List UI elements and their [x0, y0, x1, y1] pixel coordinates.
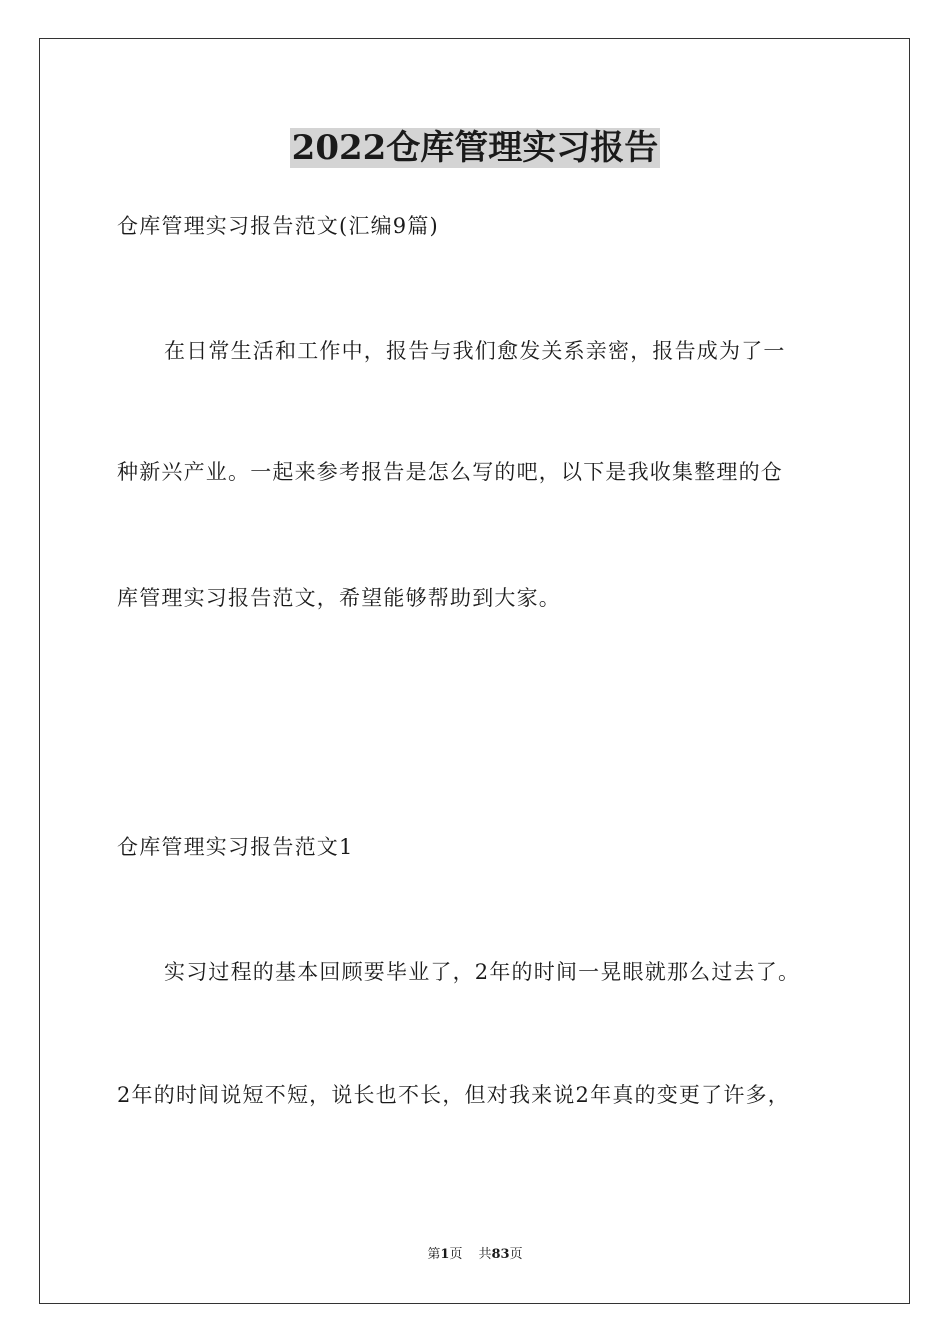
page-current: 1 [440, 1247, 450, 1262]
page-total: 83 [491, 1247, 510, 1262]
document-title [0, 126, 950, 170]
total-suffix: 页 [509, 1247, 523, 1262]
intro-line-1: 在日常生活和工作中，报告与我们愈发关系亲密，报告成为了一 [164, 339, 786, 363]
total-prefix: 共 [478, 1247, 492, 1262]
section-line-2: 2年的时间说短不短，说长也不长，但对我来说2年真的变更了许多， [117, 1083, 790, 1107]
page-suffix: 页 [449, 1247, 463, 1262]
intro-line-2: 种新兴产业。一起来参考报告是怎么写的吧，以下是我收集整理的仓 [117, 460, 783, 484]
document-subtitle: 仓库管理实习报告范文(汇编9篇) [117, 214, 439, 238]
document-title-text: 2022仓库管理实习报告 [291, 128, 659, 168]
page-prefix: 第 [427, 1247, 441, 1262]
section-heading: 仓库管理实习报告范文1 [117, 835, 354, 859]
intro-line-3: 库管理实习报告范文，希望能够帮助到大家。 [117, 586, 561, 610]
section-line-1: 实习过程的基本回顾要毕业了，2年的时间一晃眼就那么过去了。 [164, 960, 801, 984]
page-footer [0, 1246, 950, 1264]
